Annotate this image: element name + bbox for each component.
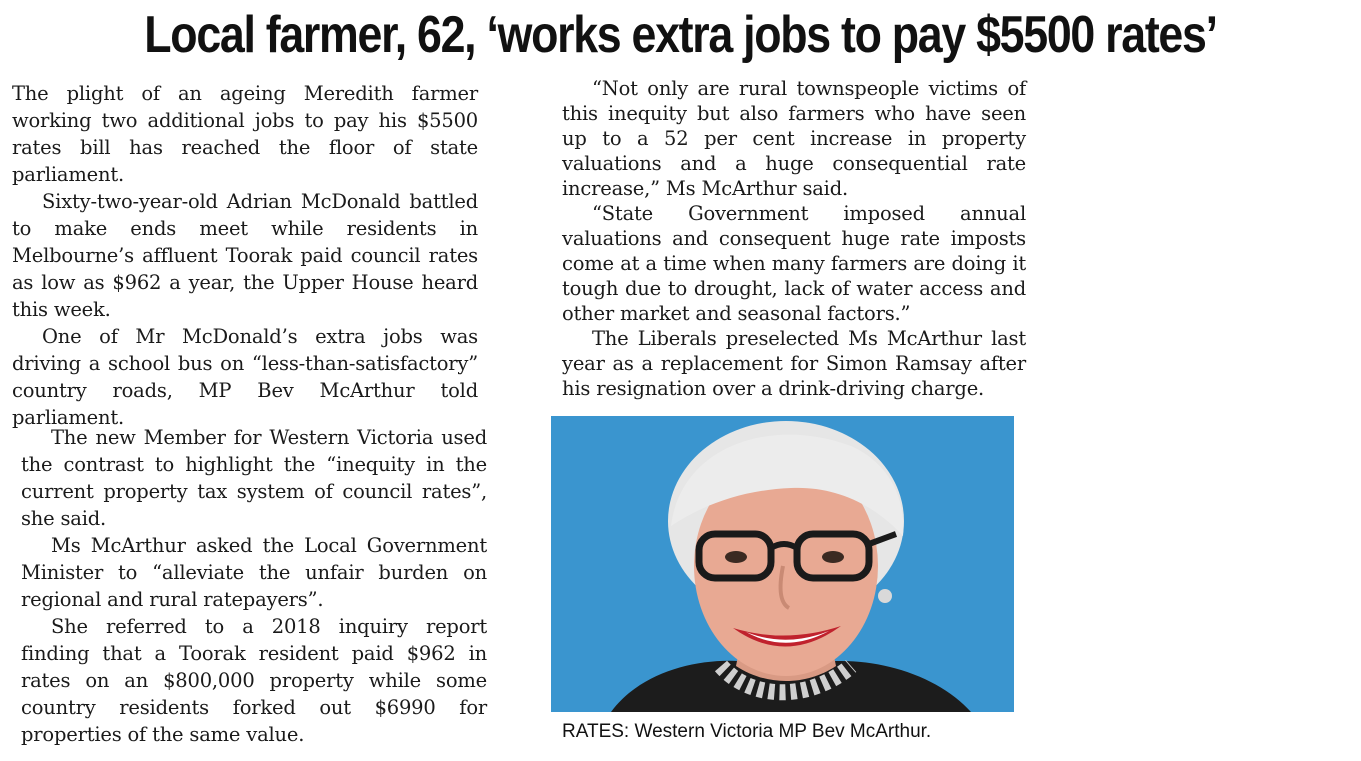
article-paragraph: Sixty-two-year-old Adrian McDonald battled to make ends meet while residents in Melbourne’s affluent Toorak paid council rates as low as $962 a year, the Upper House heard this week. (12, 190, 478, 321)
article-column-right (562, 76, 1026, 401)
portrait-photo (551, 416, 1014, 712)
article-paragraph: The plight of an ageing Meredith farmer working two additional jobs to pay his $5500 rates bill has reached the floor of state parliament. (12, 82, 478, 186)
photo-caption: RATES: Western Victoria MP Bev McArthur. (562, 721, 932, 742)
article-column-left-lower (21, 424, 487, 748)
article-paragraph: “Not only are rural townspeople victims of this inequity but also farmers who have seen up to a 52 per cent increase in property valuations and a huge consequential rate increase,” Ms McArthur said. (562, 77, 1026, 200)
article-paragraph: Ms McArthur asked the Local Government Minister to “alleviate the unfair burden on regional and rural ratepayers”. (21, 534, 487, 611)
article-paragraph: “State Government imposed annual valuations and consequent huge rate imposts come at a time when many farmers are doing it tough due to drought, lack of water access and other market and seasonal factors.” (562, 202, 1026, 325)
article-paragraph: She referred to a 2018 inquiry report finding that a Toorak resident paid $962 in rates on an $800,000 property while some country residents forked out $6990 for properties of the same value. (21, 615, 487, 746)
portrait-illustration (551, 416, 1014, 712)
article-column-left-upper (12, 80, 478, 431)
article-paragraph: The Liberals preselected Ms McArthur last year as a replacement for Simon Ramsay after his resignation over a drink-driving charge. (562, 327, 1026, 400)
article-headline: Local farmer, 62, ‘works extra jobs to pay $5500 rates’ (144, 6, 1217, 64)
article-paragraph: One of Mr McDonald’s extra jobs was driving a school bus on “less-than-satisfactory” country roads, MP Bev McArthur told parliament. (12, 325, 478, 429)
article-paragraph: The new Member for Western Victoria used the contrast to highlight the “inequity in the current property tax system of council rates”, she said. (21, 426, 487, 530)
